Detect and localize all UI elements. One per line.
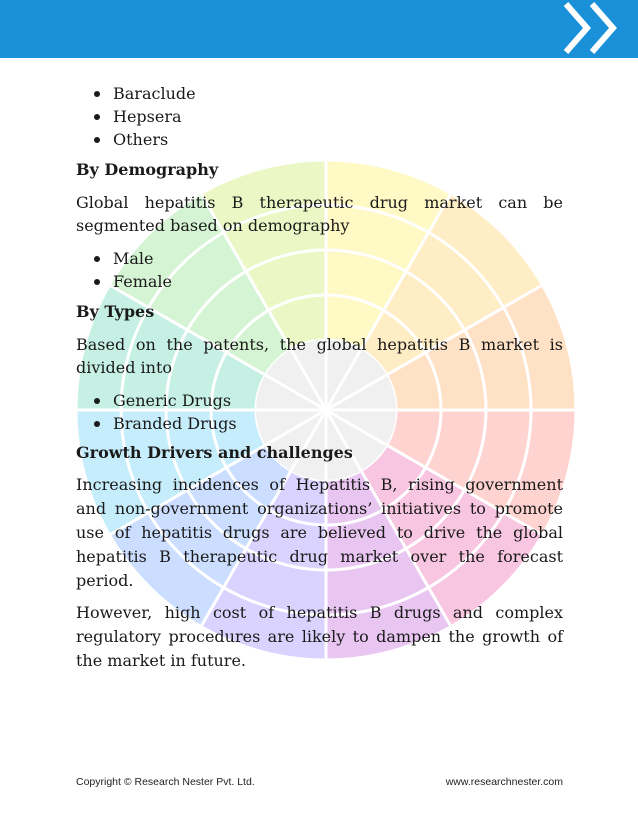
website-link[interactable]: www.researchnester.com [445,776,563,788]
paragraph-growth-drivers: Increasing incidences of Hepatitis B, rising government and non-government organizations’ initiatives to promote use of hepatitis drugs are believed to drive the global hepatitis B therapeutic drug market over the forecast period. [76,475,563,590]
page-footer [76,773,563,791]
list-item: Others [76,128,563,151]
paragraph-types: Based on the patents, the global hepatitis B market is divided into [76,335,563,377]
product-list [76,82,563,151]
demography-list [76,247,563,293]
list-item: Female [76,270,563,293]
list-item: Baraclude [76,82,563,105]
list-item: Male [76,247,563,270]
list-item: Generic Drugs [76,389,563,412]
paragraph-demography: Global hepatitis B therapeutic drug market can be segmented based on demography [76,193,563,235]
paragraph-growth-challenges: However, high cost of hepatitis B drugs and complex regulatory procedures are likely to dampen the growth of the market in future. [76,603,563,670]
list-item: Hepsera [76,105,563,128]
section-heading-types: By Types [76,302,155,321]
bullet-icon [94,421,100,427]
bullet-icon [94,279,100,285]
list-item: Branded Drugs [76,412,563,435]
section-heading-demography: By Demography [76,160,219,179]
section-heading-growth: Growth Drivers and challenges [76,443,353,462]
header-bar [0,0,638,58]
bullet-icon [94,114,100,120]
header-bar-graphic [0,0,638,58]
bullet-icon [94,256,100,262]
bullet-icon [94,91,100,97]
types-list [76,389,563,435]
copyright-text: Copyright © Research Nester Pvt. Ltd. [76,776,255,788]
bullet-icon [94,137,100,143]
bullet-icon [94,398,100,404]
